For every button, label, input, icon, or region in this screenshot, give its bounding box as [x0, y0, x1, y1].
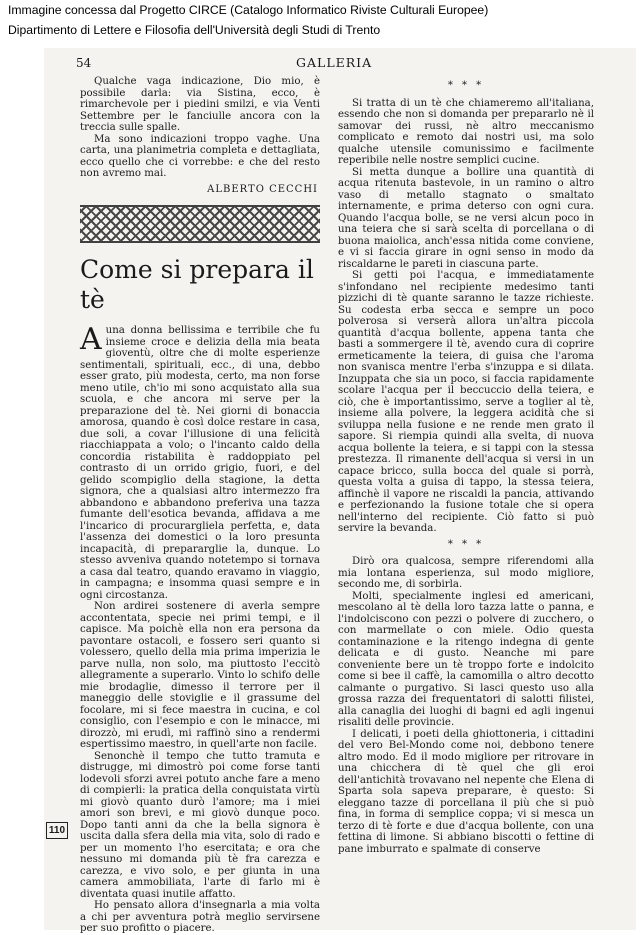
- body-paragraph: Si metta dunque a bollire una quantità di acqua ritenuta bastevole, in un ramino o altro vaso di metallo stagnato o smaltato internamente, e prima deterso con ogni cura. Quando l'acqua bolle, se ne versi alcun poco in una teiera che si sarà scelta di porcellana o di buona maiolica, anch'essa nitida come conviene, e vi si faccia girare in ogni senso in modo da riscaldarne le pareti in ciascuna parte.: [338, 166, 594, 270]
- body-paragraph: Molti, specialmente inglesi ed americani, mescolano al tè della loro tazza latte o panna, e l'indolciscono con pezzi o polvere di zucchero, o con marmellate o con miele. Odio questa contaminazione e la ritengo indegna di gente delicata e di gusto. Neanche mi pare conveniente bere un tè troppo forte e indolcito come si bee il caffè, la camomilla o altro decotto calmante o purgativo. Si lasci questo uso alla grossa razza dei frequentatori di salotti filistei, alla canaglia dei luoghi di bagni ed agli ingenui risaliti delle provincie.: [338, 590, 594, 728]
- banner-line-1: Immagine concessa dal Progetto CIRCE (Catalogo Informatico Riviste Culturali Europee): [8, 3, 489, 17]
- archive-banner: [0, 0, 640, 48]
- body-paragraph: [80, 322, 320, 601]
- section-separator: * * *: [447, 538, 485, 550]
- page-number: 54: [76, 56, 92, 70]
- section-separator: * * *: [447, 80, 485, 91]
- body-paragraph: Non ardirei sostenere di averla sempre accontentata, specie nei primi tempi, e il capisce. Ma poichè ella non era persona da pavontare ostacoli, e fossero seri quanto si volessero, quello della mia prima imperizia le parve nulla, non solo, ma piuttosto l'eccitò allegramente a superarlo. Vinto lo schifo delle mie brodaglie, dimesso il terrore per il maneggio delle stoviglie e il grassume del focolare, mi si fece maestra in cucina, e col consiglio, con l'esempio e con le minacce, mi dirozzò, mi erudì, mi raffinò sino a rendermi espertissimo maestro, in quell'arte non facile.: [80, 601, 320, 750]
- body-paragraph: Senonchè il tempo che tutto tramuta e distrugge, mi dimostrò poi come forse tanti lodevoli sforzi avrei potuto anche fare a meno di compierli: la pratica della conquistata virtù mi giovò quanto durò l'amore; ma i miei amori son brevi, e mi giovò dunque poco. Dopo tanti anni da che la bella signora è uscita dalla sfera della mia vita, solo di rado e per un momento l'ho esercitata; e ora che nessuno mi domanda più tè fra carezza e carezza, e vivo solo, e per giunta in una camera ammobiliata, l'arte di farlo mi è diventata quasi inutile affatto.: [80, 750, 320, 900]
- folio-number: 110: [46, 822, 68, 839]
- body-text: una donna bellissima e terribile che fu insieme croce e delizia della mia beata gioventù, oltre che di molte esperienze sentimentali, spirituali, ecc., di una, debbo esser grato, più modesta, certo, ma non forse meno utile, ch'io mi sono acquistato alla sua scuola, e che ancora mi serve per la preparazione del tè. Nei giorni di bonaccia amorosa, quando è così dolce restare in casa, due soli, a covar l'illusione di una felicità riacchiappata a volo; o l'incanto caldo della concordia ristabilita è raddoppiato pel contrasto di un orrido grigio, fuori, e del gelido scompiglio della stagione, la detta signora, che a qualsiasi altro intermezzo fra abbandono e abbandono preferiva una tazza fumante dell'esotica bevanda, affidava a me l'incarico di procurargliela perfetta, e, data l'assenza dei domestici o la loro presunta incapacità, di prepararglie la, dunque. Lo stesso avveniva quando notetempo si tornava a casa dal teatro, quando eravamo in viaggio, in campagna; e insomma quasi sempre e in ogni circostanza.: [80, 325, 320, 601]
- article-title: Come si prepara il tè: [80, 255, 314, 314]
- author-signature: ALBERTO CECCHI: [207, 183, 318, 195]
- body-paragraph: Si getti poi l'acqua, e immediatamente s'infondano nel recipiente medesimo tanti pizzichi di tè quante saranno le tazze richieste. Su codesta erba secca e sempre un poco polverosa si verserà allora un'altra piccola quantità d'acqua bollente, appena tanta che basti a sommergere il tè, avendo cura di coprire ermeticamente la teiera, di guisa che l'aroma non svanisca mentre l'erba s'inzuppa e si dilata. Inzuppata che sia un poco, si faccia rapidamente scolare l'acqua per il beccuccio della teiera, e ciò, che è importantissimo, serve a toglier al tè, insieme alla polvere, la leggera acidità che si sviluppa nella fusione e ne rende men grato il sapore. Si riempia quindi alla svelta, di nuova acqua bollente la teiera, e si tappi con la stessa prestezza. Il rimanente dell'acqua si versi in un capace bricco, sulla bocca del quale si porrà, questa volta a guisa di tappo, la stessa teiera, affinchè il vapore ne riscaldi la pancia, attivando e perfezionando la fusione totale che si opera nell'interno del recipiente. Ciò fatto si può servire la bevanda.: [338, 270, 594, 534]
- body-paragraph: Dirò ora qualcosa, sempre riferendomi alla mia lontana esperienza, sul modo migliore, secondo me, di sorbirla.: [338, 556, 594, 590]
- running-head: GALLERIA: [296, 55, 373, 70]
- body-paragraph: Si tratta di un tè che chiameremo all'italiana, essendo che non si domanda per prepararlo nè il samovar dei russi, nè altro meccanismo complicato e remoto dai nostri usi, ma solo qualche utensile comunissimo e facilmente reperibile nelle nostre semplici cucine.: [338, 97, 594, 166]
- left-column: [80, 76, 320, 934]
- intro-paragraph: Ma sono indicazioni troppo vaghe. Una carta, una planimetria completa e dettagliata, ecco quello che ci vorrebbe: e che del resto non avremo mai.: [80, 133, 320, 179]
- body-paragraph: Ho pensato allora d'insegnarla a mia volta a chi per avventura potrà meglio servirsene per suo profitto o piacere.: [80, 900, 320, 934]
- drop-cap: A: [80, 322, 102, 357]
- body-paragraph: I delicati, i poeti della ghiottoneria, i cittadini del vero Bel-Mondo come noi, debbono tenere altro modo. Ed il modo migliore per ritrovare in una chicchera di tè quel che gli eroi dell'antichità trovavano nel nepente che Elena di Sparta sola sapeva preparare, è questo: Si eleggano tazze di porcellana il più che si può fina, in forma di semplice coppa; vi si mesca un terzo di tè forte e due d'acqua bollente, con una fettina di limone. Si abbiano biscotti o fettine di pane imburrato e spalmate di conserve: [338, 728, 594, 855]
- ornament-band: [80, 205, 320, 243]
- intro-paragraph: Qualche vaga indicazione, Dio mio, è possibile darla: via Sistina, ecco, è rimarchevole per i piedini smilzi, e via Venti Settembre per le fanciulle ancora con la treccia sulle spalle.: [80, 76, 320, 133]
- right-column: [338, 76, 594, 916]
- banner-line-2: Dipartimento di Lettere e Filosofia dell'Università degli Studi di Trento: [8, 23, 381, 37]
